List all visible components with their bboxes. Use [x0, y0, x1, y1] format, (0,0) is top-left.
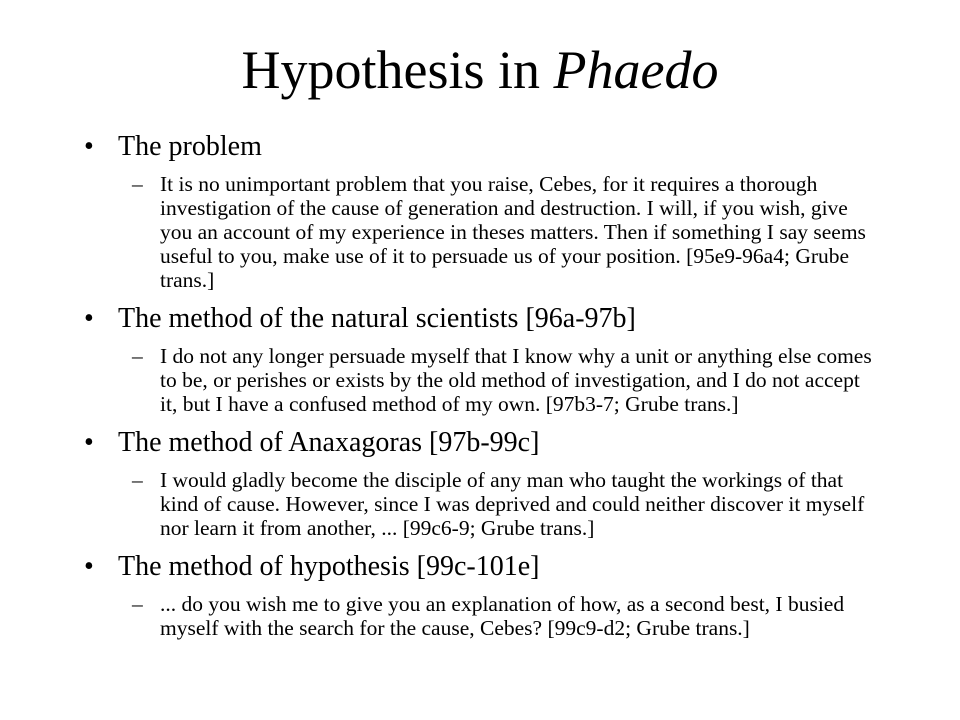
dash-icon: – [132, 592, 143, 616]
bullet-icon: • [84, 303, 94, 334]
quote-text: ... do you wish me to give you an explanation of how, as a second best, I busied myself with the search for the cause, Cebes? [99c9-d2; Grube trans.] [160, 592, 845, 640]
title-emphasis: Phaedo [553, 40, 719, 100]
bullet-heading: The method of the natural scientists [96a-97b] [118, 303, 636, 334]
title-prefix: Hypothesis in [241, 40, 554, 100]
sub-quote [132, 172, 880, 292]
bullet-icon: • [84, 131, 94, 162]
bullet-icon: • [84, 427, 94, 458]
slide-title [0, 38, 960, 102]
quote-text: I do not any longer persuade myself that I know why a unit or anything else comes to be, or perishes or exists by the old method of investigation, and I do not accept it, but I have a confused method of my own. [97b3-7; Grube trans.] [160, 344, 872, 416]
bullet-item-problem [80, 130, 900, 164]
sub-quote [132, 468, 880, 540]
quote-text: It is no unimportant problem that you raise, Cebes, for it requires a thorough investigation of the cause of generation and destruction. I will, if you wish, give you an account of my experience in theses matters. Then if something I say seems useful to you, make use of it to persuade us of your position. [95e9-96a4; Grube trans.] [160, 172, 866, 292]
quote-text: I would gladly become the disciple of any man who taught the workings of that kind of cause. However, since I was deprived and could neither discover it myself nor learn it from another, ... [99c6-9; Grube trans.] [160, 468, 865, 540]
sub-quote [132, 592, 880, 640]
dash-icon: – [132, 172, 143, 196]
bullet-item-hypothesis [80, 550, 900, 584]
dash-icon: – [132, 344, 143, 368]
bullet-item-anaxagoras [80, 426, 900, 460]
dash-icon: – [132, 468, 143, 492]
bullet-list [80, 128, 900, 644]
bullet-icon: • [84, 551, 94, 582]
bullet-heading: The problem [118, 131, 262, 162]
bullet-item-natural-scientists [80, 302, 900, 336]
sub-quote [132, 344, 880, 416]
bullet-heading: The method of hypothesis [99c-101e] [118, 551, 540, 582]
bullet-heading: The method of Anaxagoras [97b-99c] [118, 427, 540, 458]
